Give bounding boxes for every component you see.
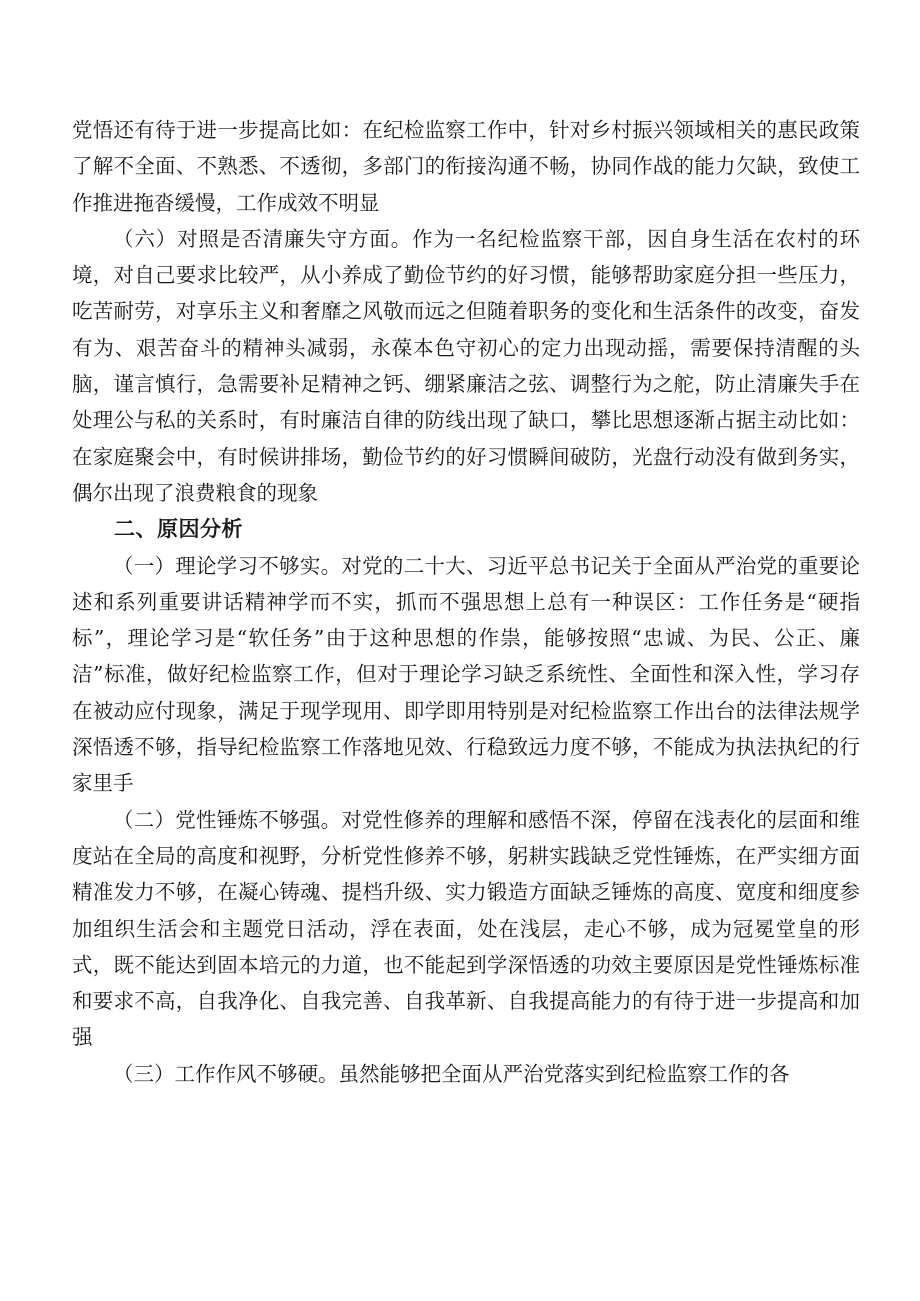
document-body [72, 112, 860, 1092]
section-heading-cause-analysis: 二、原因分析 [114, 517, 243, 542]
paragraph-theory-study: （一）理论学习不够实。对党的二十大、习近平总书记关于全面从严治党的重要论述和系列重要讲话精神学而不实，抓而不强思想上总有一种误区：工作任务是“硬指标”，理论学习是“软任务”由于这种思想的作祟，能够按照“忠诚、为民、公正、廉洁”标准，做好纪检监察工作，但对于理论学习缺乏系统性、全面性和深入性，学习存在被动应付现象，满足于现学现用、即学即用特别是对纪检监察工作出台的法律法规学深悟透不够，指导纪检监察工作落地见效、行稳致远力度不够，不能成为执法执纪的行家里手 [72, 553, 860, 796]
paragraph-party-spirit: （二）党性锤炼不够强。对党性修养的理解和感悟不深，停留在浅表化的层面和维度站在全局的高度和视野，分析党性修养不够，躬耕实践缺乏党性锤炼，在严实细方面精准发力不够，在凝心铸魂、提档升级、实力锻造方面缺乏锤炼的高度、宽度和细度参加组织生活会和主题党日活动，浮在表面，处在浅层，走心不够，成为冠冕堂皇的形式，既不能达到固本培元的力道，也不能起到学深悟透的功效主要原因是党性锤炼标准和要求不高，自我净化、自我完善、自我革新、自我提高能力的有待于进一步提高和加强 [72, 807, 860, 1050]
paragraph-work-style: （三）工作作风不够硬。虽然能够把全面从严治党落实到纪检监察工作的各 [113, 1061, 790, 1086]
paragraph-integrity: （六）对照是否清廉失守方面。作为一名纪检监察干部，因自身生活在农村的环境，对自己要求比较严，从小养成了勤俭节约的好习惯，能够帮助家庭分担一些压力，吃苦耐劳，对享乐主义和奢靡之风敬而远之但随着职务的变化和生活条件的改变，奋发有为、艰苦奋斗的精神头减弱，永葆本色守初心的定力出现动摇，需要保持清醒的头脑，谨言慎行，急需要补足精神之钙、绷紧廉洁之弦、调整行为之舵，防止清廉失手在处理公与私的关系时，有时廉洁自律的防线出现了缺口，攀比思想逐渐占据主动比如：在家庭聚会中，有时候讲排场，勤俭节约的好习惯瞬间破防，光盘行动没有做到务实，偶尔出现了浪费粮食的现象 [72, 226, 860, 505]
paragraph-continuation: 党悟还有待于进一步提高比如：在纪检监察工作中，针对乡村振兴领域相关的惠民政策了解不全面、不熟悉、不透彻，多部门的衔接沟通不畅，协同作战的能力欠缺，致使工作推进拖沓缓慢，工作成效不明显 [72, 118, 860, 215]
